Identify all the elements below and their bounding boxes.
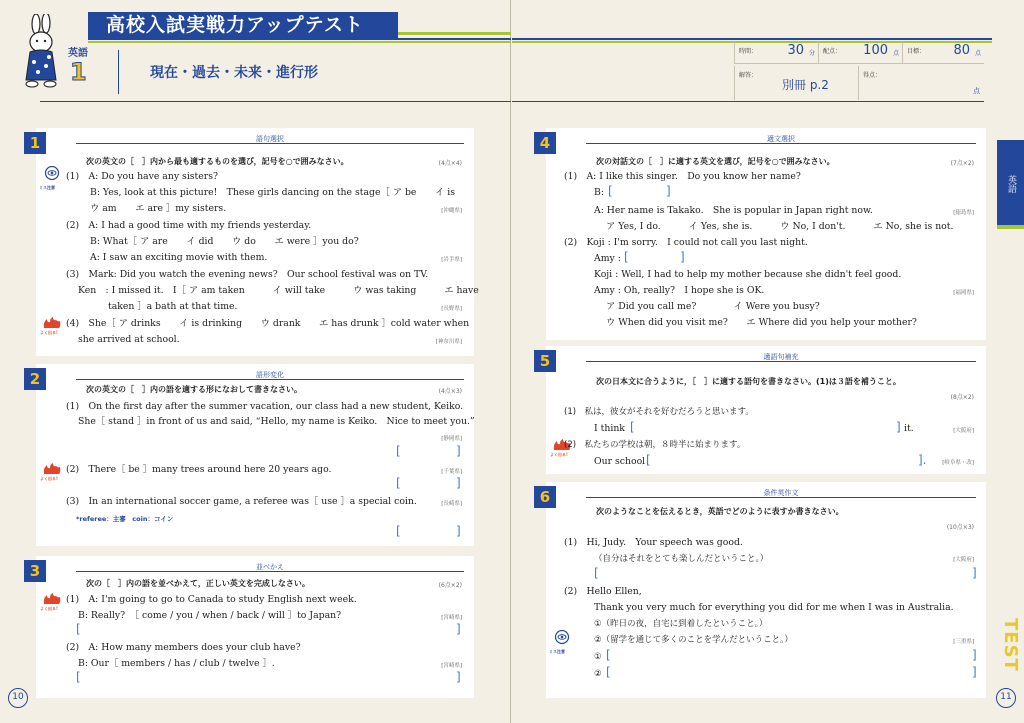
section-number: 2 xyxy=(24,368,46,390)
source: [千葉県] xyxy=(441,469,462,475)
q2-line-1: (2) Koji : I'm sorry. I could not call you last night. xyxy=(564,237,808,248)
source: [長野県] xyxy=(441,306,462,312)
q2-line-3: ①（昨日の夜，自宅に到着したということ。） xyxy=(594,619,768,629)
section-number: 4 xyxy=(534,132,556,154)
q1-line-3: ウ am エ are ］my sisters. xyxy=(90,203,227,214)
answer-bracket-close[interactable]: ] xyxy=(680,250,685,264)
answer-bracket-open[interactable]: [ xyxy=(606,648,611,662)
answer-bracket-open[interactable]: [ xyxy=(624,250,629,264)
test-vertical-label: TEST xyxy=(1000,618,1021,672)
q2-line-3: Koji : Well, I had to help my mother because she didn't feel good. xyxy=(594,269,902,280)
instruction: 次の対話文の［ ］に適する英文を選び，記号を○で囲みなさい。 xyxy=(596,157,835,166)
full-unit: 点 xyxy=(892,50,899,57)
q1-line-2: B: xyxy=(594,187,604,198)
section-rule xyxy=(76,571,464,572)
q4-line-1: (4) She［ ア drinks イ is drinking ウ drank エ has drunk ］cold water when xyxy=(66,318,470,329)
answer-bracket-open[interactable]: [ xyxy=(594,566,599,580)
instruction: 次のようなことを伝えるとき，英語でどのように表すか書きなさい。 xyxy=(596,507,844,516)
section-title: 並べかえ xyxy=(256,563,284,571)
time-label: 時間： xyxy=(739,48,758,55)
q2-line-3: A: I saw an exciting movie with them. xyxy=(90,252,268,263)
section-3-card xyxy=(29,556,474,698)
frequent-fire-icon xyxy=(42,316,62,330)
q4-line-2: she arrived at school. xyxy=(78,334,180,345)
q2-english: Our school xyxy=(594,456,646,467)
score-table xyxy=(734,42,984,100)
answer-bracket-close[interactable]: ] xyxy=(972,566,977,580)
q2-line-2: Amy : xyxy=(594,253,621,264)
frequent-label: よく出る! xyxy=(40,476,58,481)
frequent-fire-icon xyxy=(42,592,62,606)
q2-line-1: (2) There［ be ］many trees around here 20 years ago. xyxy=(66,464,332,475)
section-title: 語句選択 xyxy=(256,135,284,143)
source: [宮崎県] xyxy=(441,615,462,621)
points: (6点×2) xyxy=(438,582,462,589)
answer-label: 解答： xyxy=(739,72,758,79)
q1-line-2: She［ stand ］in front of us and said, “Hello, my name is Keiko. Nice to meet you.” xyxy=(78,416,475,427)
q2-line-1: (2) Hello Ellen, xyxy=(564,586,642,597)
q1-line-1: (1) A: I like this singer. Do you know her name? xyxy=(564,171,801,182)
answer-bracket-open[interactable]: [ xyxy=(76,622,81,636)
section-title: 適文選択 xyxy=(767,135,795,143)
source: [岐阜県・改] xyxy=(942,460,974,466)
source: [大阪府] xyxy=(953,557,974,563)
answer-bracket-open[interactable]: [ xyxy=(630,420,635,434)
q3-line-2: Ken : I missed it. I［ ア am taken イ will take ウ was taking エ have xyxy=(78,285,479,296)
answer-bracket-close[interactable]: ] xyxy=(456,670,461,684)
points: (4点×4) xyxy=(438,160,462,167)
section-number: 5 xyxy=(534,350,556,372)
q2-line-2: B: Our［ members / has / club / twelve ］. xyxy=(78,658,275,669)
unit-divider xyxy=(118,50,119,94)
source: [岩手県] xyxy=(441,257,462,263)
unit-title: 現在・過去・未来・進行形 xyxy=(150,65,318,81)
answer-bracket-close[interactable]: ] xyxy=(456,524,461,538)
q3-line-1: (3) Mark: Did you watch the evening news? Our school festival was on TV. xyxy=(66,269,429,280)
source: [神奈川県] xyxy=(435,339,462,345)
glossary-note: *referee：主審 coin：コイン xyxy=(76,515,174,523)
goal-cell xyxy=(902,42,984,64)
time-unit: 分 xyxy=(808,50,815,57)
subject-label: 英語 xyxy=(68,48,88,59)
q1-line-3: A: Her name is Takako. She is popular in Japan right now. xyxy=(594,205,873,216)
attention-label: ミス注意 xyxy=(549,649,565,654)
title-rule-green xyxy=(88,41,511,43)
source: [宮崎県] xyxy=(441,663,462,669)
section-1-card xyxy=(29,128,479,356)
section-rule xyxy=(586,143,976,144)
q1-line-2: B: Really? ［ come / you / when / back / will ］to Japan? xyxy=(78,610,342,621)
q1-japanese: (1) 私は，彼女がそれを好むだろうと思います。 xyxy=(564,407,754,417)
answer-bracket-close[interactable]: ] xyxy=(456,444,461,458)
answer-bracket-open[interactable]: [ xyxy=(396,524,401,538)
title-rule-blue xyxy=(88,38,511,40)
q1-english-end: it. xyxy=(904,423,914,434)
goal-unit: 点 xyxy=(974,50,981,57)
instruction: 次の［ ］内の語を並べかえて，正しい英文を完成しなさい。 xyxy=(86,579,310,588)
section-number: 6 xyxy=(534,486,556,508)
q1-line-1: (1) Hi, Judy. Your speech was good. xyxy=(564,537,743,548)
instruction: 次の日本文に合うように，［ ］に適する語句を書きなさい。(1)は３語を補うこと。 xyxy=(596,377,901,386)
full-score-cell xyxy=(818,42,902,64)
answer-bracket-open[interactable]: [ xyxy=(646,453,651,467)
answer-bracket-open[interactable]: [ xyxy=(76,670,81,684)
source: [福岡県] xyxy=(953,290,974,296)
section-rule xyxy=(76,379,464,380)
section-4-card xyxy=(539,128,986,340)
answer-bracket-close[interactable]: ]. xyxy=(918,453,927,467)
source: [徳島県] xyxy=(953,210,974,216)
full-value: 100 xyxy=(863,43,888,58)
goal-label: 目標： xyxy=(907,48,926,55)
frequent-label: よく出る! xyxy=(40,606,58,611)
answer-1-marker: ① xyxy=(594,652,602,662)
rabbit-mascot-icon xyxy=(18,14,68,90)
source: [三重県] xyxy=(953,639,974,645)
instruction: 次の英文の［ ］内から最も適するものを選び，記号を○で囲みなさい。 xyxy=(86,157,349,166)
q1-line-1: (1) On the first day after the summer vacation, our class had a new student, Keiko. xyxy=(66,401,464,412)
answer-page-ref[interactable]: 別冊 p.2 xyxy=(782,78,829,92)
answer-bracket-close[interactable]: ] xyxy=(972,648,977,662)
time-cell xyxy=(734,42,818,64)
answer-bracket-open[interactable]: [ xyxy=(608,184,613,198)
section-title: 語形変化 xyxy=(256,371,284,379)
q2-line-4: ②（留学を通じて多くのことを学んだということ。） xyxy=(594,635,793,645)
q1-english: I think xyxy=(594,423,625,434)
q3-line-1: (3) In an international soccer game, a referee was［ use ］a special coin. xyxy=(66,496,417,507)
got-unit: 点 xyxy=(973,87,980,95)
q2-line-2: Thank you very much for everything you did for me when I was in Australia. xyxy=(594,602,954,613)
attention-eye-icon xyxy=(43,166,61,186)
source: [沖縄県] xyxy=(441,208,462,214)
header-rule xyxy=(40,101,511,102)
section-title: 適語句補充 xyxy=(763,353,799,361)
goal-value: 80 xyxy=(953,43,970,58)
q2-line-1: (2) A: How many members does your club have? xyxy=(66,642,301,653)
answer-bracket-open[interactable]: [ xyxy=(396,444,401,458)
section-number: 1 xyxy=(24,132,46,154)
section-rule xyxy=(586,361,976,362)
answer-bracket-open[interactable]: [ xyxy=(606,665,611,679)
answer-2-marker: ② xyxy=(594,669,602,679)
section-rule xyxy=(586,497,976,498)
q2-line-4: Amy : Oh, really? I hope she is OK. xyxy=(594,285,765,296)
answer-bracket-close[interactable]: ] xyxy=(456,476,461,490)
points: (7点×2) xyxy=(950,160,974,167)
q2-choices-1: ア Did you call me? イ Were you busy? xyxy=(606,301,820,312)
instruction: 次の英文の［ ］内の語を適する形になおして書きなさい。 xyxy=(86,385,302,394)
section-title: 条件英作文 xyxy=(763,489,799,497)
source: [大阪府] xyxy=(953,428,974,434)
page-title-banner: 高校入試実戦力アップテスト xyxy=(88,12,398,38)
attention-eye-icon xyxy=(553,630,571,650)
q2-line-1: (2) A: I had a good time with my friends yesterday. xyxy=(66,220,312,231)
section-2-card xyxy=(29,364,475,546)
frequent-label: よく出る! xyxy=(550,452,568,457)
section-rule xyxy=(76,143,464,144)
q1-line-2: （自分はそれをとても楽しんだということ。） xyxy=(594,554,769,564)
full-label: 配点： xyxy=(823,48,842,55)
points: (10点×3) xyxy=(946,524,974,531)
frequent-label: よく出る! xyxy=(40,330,58,335)
answer-bracket-open[interactable]: [ xyxy=(396,476,401,490)
attention-label: ミス注意 xyxy=(39,185,55,190)
answer-bracket-close[interactable]: ] xyxy=(666,184,671,198)
page-number: 10 xyxy=(8,688,28,708)
section-number: 3 xyxy=(24,560,46,582)
answer-bracket-close[interactable]: ] xyxy=(896,420,901,434)
page-number: 11 xyxy=(996,688,1016,708)
section-5-card xyxy=(539,346,986,474)
q1-choices: ア Yes, I do. イ Yes, she is. ウ No, I don't. エ No, she is not. xyxy=(606,221,954,232)
section-6-card xyxy=(539,482,986,698)
points: (8点×2) xyxy=(950,394,974,401)
unit-number: 1 xyxy=(70,58,87,86)
side-tab-accent xyxy=(997,225,1024,229)
q1-line-1: (1) A: Do you have any sisters? xyxy=(66,171,218,182)
q3-line-3: taken ］a bath at that time. xyxy=(108,301,238,312)
answer-bracket-close[interactable]: ] xyxy=(456,622,461,636)
left-page xyxy=(0,0,511,723)
q2-choices-2: ウ When did you visit me? エ Where did you help your mother? xyxy=(606,317,917,328)
answer-bracket-close[interactable]: ] xyxy=(972,665,977,679)
q1-line-1: (1) A: I'm going to go to Canada to study English next week. xyxy=(66,594,357,605)
source: [長崎県] xyxy=(441,501,462,507)
points: (4点×3) xyxy=(438,388,462,395)
source: [静岡県] xyxy=(441,436,462,442)
frequent-fire-icon xyxy=(42,462,62,476)
q2-japanese: (2) 私たちの学校は朝，８時半に始まります。 xyxy=(564,440,746,450)
q1-line-2: B: Yes, look at this picture! These girls dancing on the stage［ ア be イ is xyxy=(90,187,455,198)
header-rule xyxy=(512,101,984,102)
got-label: 得点： xyxy=(863,72,882,79)
right-page xyxy=(512,0,1024,723)
subject-side-tab[interactable]: 英語 xyxy=(997,140,1024,228)
title-accent-line xyxy=(398,32,511,35)
title-rule-blue xyxy=(512,38,992,40)
q2-line-2: B: What［ ア are イ did ウ do エ were ］you do? xyxy=(90,236,359,247)
got-cell xyxy=(858,66,984,100)
time-value: 30 xyxy=(787,43,804,58)
